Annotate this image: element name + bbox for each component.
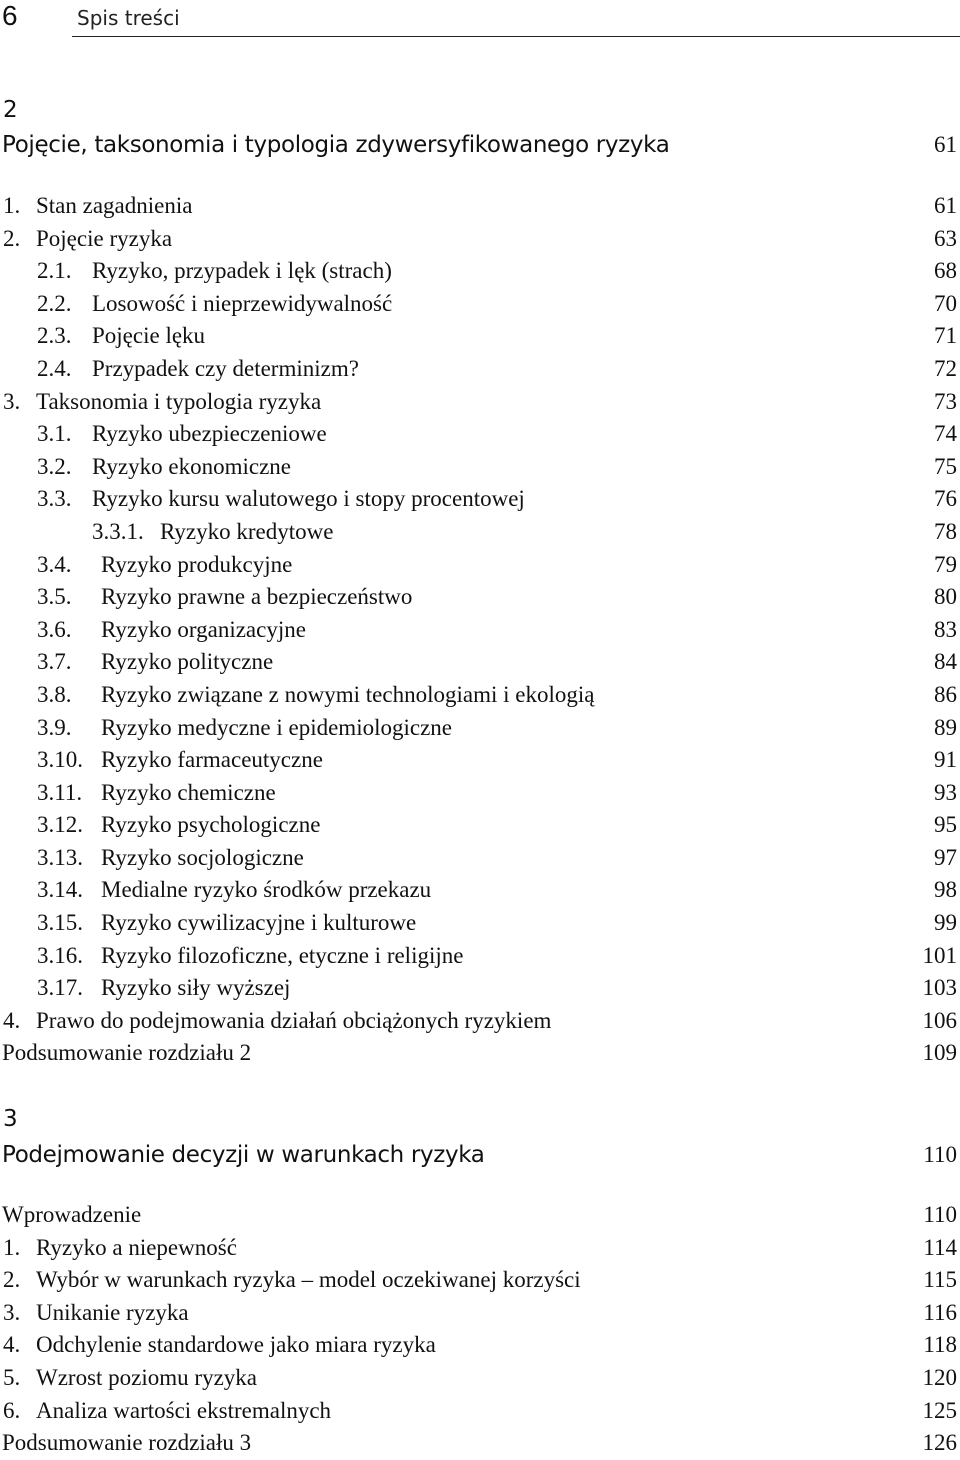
- toc-entry[interactable]: [0, 353, 957, 386]
- toc-entry-label: Losowość i nieprzewidywalność: [92, 290, 393, 316]
- toc-entry-number: 3.12.: [37, 812, 83, 838]
- running-head: Spis treści: [77, 6, 180, 30]
- toc-entry-label: Taksonomia i typologia ryzyka: [36, 388, 322, 414]
- toc-entry[interactable]: [0, 386, 957, 419]
- chapter-title-row[interactable]: [0, 1138, 957, 1172]
- toc-entry-page: 83: [934, 616, 957, 642]
- toc-entry-page: 84: [934, 649, 957, 675]
- toc-entry-number: 3.15.: [37, 910, 83, 936]
- chapter-title: Pojęcie, taksonomia i typologia zdywersyfikowanego ryzyka: [2, 132, 670, 158]
- toc-entry-label: Ryzyko, przypadek i lęk (strach): [92, 258, 392, 284]
- toc-entry-page: 99: [934, 910, 957, 936]
- toc-entry-number: 3.5.: [37, 584, 72, 610]
- toc-entry-number: 2.: [3, 1267, 21, 1293]
- toc-entry-page: 116: [923, 1299, 957, 1325]
- toc-entry-label: Ryzyko a niepewność: [36, 1234, 237, 1260]
- toc-entry-number: 2.4.: [37, 355, 72, 381]
- header-rule: [72, 36, 960, 37]
- toc-list-chapter-2: [0, 190, 957, 1070]
- toc-entry-label: Odchylenie standardowe jako miara ryzyka: [36, 1332, 436, 1358]
- toc-entry[interactable]: [0, 451, 957, 484]
- toc-entry-number: 3.2.: [37, 453, 72, 479]
- toc-entry[interactable]: [0, 1199, 957, 1232]
- toc-entry-page: 126: [922, 1430, 957, 1456]
- chapter-number: 3: [3, 1106, 18, 1132]
- toc-entry-number: 3.3.1.: [92, 518, 144, 544]
- toc-entry-label: Przypadek czy determinizm?: [92, 355, 359, 381]
- toc-entry[interactable]: [0, 190, 957, 223]
- toc-entry-page: 63: [934, 225, 957, 251]
- toc-entry-number: 3.11.: [37, 779, 83, 805]
- toc-entry[interactable]: [0, 581, 957, 614]
- toc-entry[interactable]: [0, 907, 957, 940]
- toc-entry-page: 125: [922, 1397, 957, 1423]
- toc-entry-number: 2.: [3, 225, 21, 251]
- toc-entry[interactable]: [0, 679, 957, 712]
- toc-entry-label: Pojęcie ryzyka: [36, 225, 173, 251]
- toc-entry-label: Unikanie ryzyka: [36, 1299, 189, 1325]
- toc-entry-page: 76: [934, 486, 957, 512]
- toc-entry-label: Podsumowanie rozdziału 2: [2, 1040, 252, 1066]
- toc-entry-page: 79: [934, 551, 957, 577]
- toc-entry-label: Analiza wartości ekstremalnych: [36, 1397, 332, 1423]
- toc-entry-number: 3.14.: [37, 877, 83, 903]
- toc-entry[interactable]: [0, 418, 957, 451]
- toc-entry[interactable]: [0, 1395, 957, 1428]
- toc-entry-number: 3.9.: [37, 714, 72, 740]
- toc-entry-label: Podsumowanie rozdziału 3: [2, 1430, 252, 1456]
- toc-entry[interactable]: [0, 777, 957, 810]
- toc-entry-number: 2.3.: [37, 323, 72, 349]
- toc-entry-number: 3.7.: [37, 649, 72, 675]
- toc-entry-number: 3.1.: [37, 421, 72, 447]
- toc-entry[interactable]: [0, 842, 957, 875]
- toc-entry-page: 110: [923, 1202, 957, 1227]
- toc-entry-label: Wprowadzenie: [2, 1202, 142, 1227]
- toc-entry-number: 3.8.: [37, 681, 72, 707]
- toc-entry-label: Prawo do podejmowania działań obciążonych ryzykiem: [36, 1007, 552, 1033]
- toc-entry-number: 3.13.: [37, 844, 83, 870]
- toc-entry-label: Ryzyko produkcyjne: [101, 551, 293, 577]
- toc-entry-page: 71: [934, 323, 957, 349]
- toc-entry[interactable]: [0, 712, 957, 745]
- toc-entry-label: Ryzyko psychologiczne: [101, 812, 321, 838]
- toc-entry-label: Ryzyko socjologiczne: [101, 844, 304, 870]
- page-number: 6: [2, 0, 18, 31]
- toc-entry-number: 3.4.: [37, 551, 72, 577]
- toc-entry[interactable]: [0, 646, 957, 679]
- toc-entry[interactable]: [0, 1037, 957, 1070]
- toc-entry-page: 80: [934, 584, 957, 610]
- toc-entry-page: 103: [922, 975, 957, 1001]
- toc-entry-label: Ryzyko organizacyjne: [101, 616, 306, 642]
- toc-entry[interactable]: [0, 744, 957, 777]
- chapter-number: 2: [3, 97, 18, 123]
- toc-entry[interactable]: [0, 549, 957, 582]
- toc-entry-page: 61: [934, 193, 957, 218]
- toc-entry-label: Ryzyko filozoficzne, etyczne i religijne: [101, 942, 464, 968]
- toc-entry-number: 3.: [3, 1299, 21, 1325]
- toc-entry-page: 89: [934, 714, 957, 740]
- toc-entry[interactable]: [0, 223, 957, 256]
- toc-entry-page: 72: [934, 355, 957, 381]
- toc-entry-page: 106: [922, 1007, 957, 1033]
- toc-list-chapter-3: [0, 1199, 957, 1460]
- toc-entry[interactable]: [0, 874, 957, 907]
- toc-entry-number: 3.: [3, 388, 21, 414]
- toc-entry-page: 75: [934, 453, 957, 479]
- chapter-page-number: 61: [934, 132, 957, 157]
- toc-entry-page: 101: [922, 942, 957, 968]
- toc-entry[interactable]: [0, 614, 957, 647]
- toc-entry-number: 3.16.: [37, 942, 83, 968]
- toc-entry-label: Wzrost poziomu ryzyka: [36, 1364, 257, 1390]
- toc-entry-label: Wybór w warunkach ryzyka – model oczekiwanej korzyści: [36, 1267, 581, 1293]
- toc-entry[interactable]: [0, 288, 957, 321]
- toc-entry-label: Ryzyko polityczne: [101, 649, 274, 675]
- toc-entry-page: 91: [934, 747, 957, 773]
- toc-entry[interactable]: [0, 809, 957, 842]
- toc-entry-number: 1.: [3, 193, 21, 218]
- toc-entry-page: 109: [922, 1040, 957, 1066]
- toc-entry-number: 4.: [3, 1332, 21, 1358]
- toc-entry-number: 3.10.: [37, 747, 83, 773]
- toc-entry-page: 114: [923, 1234, 957, 1260]
- chapter-title-row[interactable]: [0, 128, 957, 162]
- toc-entry-label: Ryzyko kredytowe: [160, 518, 334, 544]
- toc-entry[interactable]: [0, 1297, 957, 1330]
- page-header: [0, 0, 960, 40]
- toc-entry-page: 97: [934, 844, 957, 870]
- toc-entry-number: 6.: [3, 1397, 21, 1423]
- toc-entry[interactable]: [0, 1232, 957, 1265]
- toc-entry-label: Ryzyko farmaceutyczne: [101, 747, 323, 773]
- toc-entry[interactable]: [0, 972, 957, 1005]
- toc-entry-label: Ryzyko ubezpieczeniowe: [92, 421, 327, 447]
- toc-entry-label: Ryzyko chemiczne: [101, 779, 276, 805]
- toc-entry-page: 68: [934, 258, 957, 284]
- toc-entry-page: 98: [934, 877, 957, 903]
- toc-entry-page: 115: [923, 1267, 957, 1293]
- toc-entry-label: Stan zagadnienia: [36, 193, 193, 218]
- toc-entry-page: 74: [934, 421, 957, 447]
- toc-entry-page: 70: [934, 290, 957, 316]
- chapter-page-number: 110: [923, 1142, 957, 1167]
- toc-entry[interactable]: [0, 1264, 957, 1297]
- toc-entry-page: 120: [922, 1364, 957, 1390]
- toc-entry-label: Ryzyko cywilizacyjne i kulturowe: [101, 910, 417, 936]
- toc-entry-number: 1.: [3, 1234, 21, 1260]
- toc-entry-number: 2.1.: [37, 258, 72, 284]
- toc-entry-label: Ryzyko medyczne i epidemiologiczne: [101, 714, 452, 740]
- toc-entry-number: 3.3.: [37, 486, 72, 512]
- toc-entry-label: Pojęcie lęku: [92, 323, 206, 349]
- toc-entry-page: 118: [923, 1332, 957, 1358]
- toc-entry-page: 95: [934, 812, 957, 838]
- toc-entry-page: 93: [934, 779, 957, 805]
- toc-entry[interactable]: [0, 1329, 957, 1362]
- toc-entry[interactable]: [0, 516, 957, 549]
- toc-entry[interactable]: [0, 940, 957, 973]
- toc-entry-number: 3.17.: [37, 975, 83, 1001]
- toc-entry-label: Ryzyko prawne a bezpieczeństwo: [101, 584, 413, 610]
- toc-entry-page: 73: [934, 388, 957, 414]
- toc-entry-label: Medialne ryzyko środków przekazu: [101, 877, 432, 903]
- toc-entry[interactable]: [0, 1427, 957, 1460]
- toc-entry[interactable]: [0, 255, 957, 288]
- toc-entry[interactable]: [0, 320, 957, 353]
- toc-entry-number: 2.2.: [37, 290, 72, 316]
- toc-entry-label: Ryzyko siły wyższej: [101, 975, 291, 1001]
- toc-entry-number: 3.6.: [37, 616, 72, 642]
- toc-entry-label: Ryzyko kursu walutowego i stopy procentowej: [92, 486, 525, 512]
- toc-entry-number: 5.: [3, 1364, 21, 1390]
- toc-entry[interactable]: [0, 1005, 957, 1038]
- toc-entry-label: Ryzyko związane z nowymi technologiami i ekologią: [101, 681, 595, 707]
- toc-entry[interactable]: [0, 1362, 957, 1395]
- toc-entry-number: 4.: [3, 1007, 21, 1033]
- chapter-title: Podejmowanie decyzji w warunkach ryzyka: [2, 1142, 485, 1168]
- toc-entry[interactable]: [0, 483, 957, 516]
- toc-entry-page: 78: [934, 518, 957, 544]
- toc-entry-page: 86: [934, 681, 957, 707]
- toc-entry-label: Ryzyko ekonomiczne: [92, 453, 291, 479]
